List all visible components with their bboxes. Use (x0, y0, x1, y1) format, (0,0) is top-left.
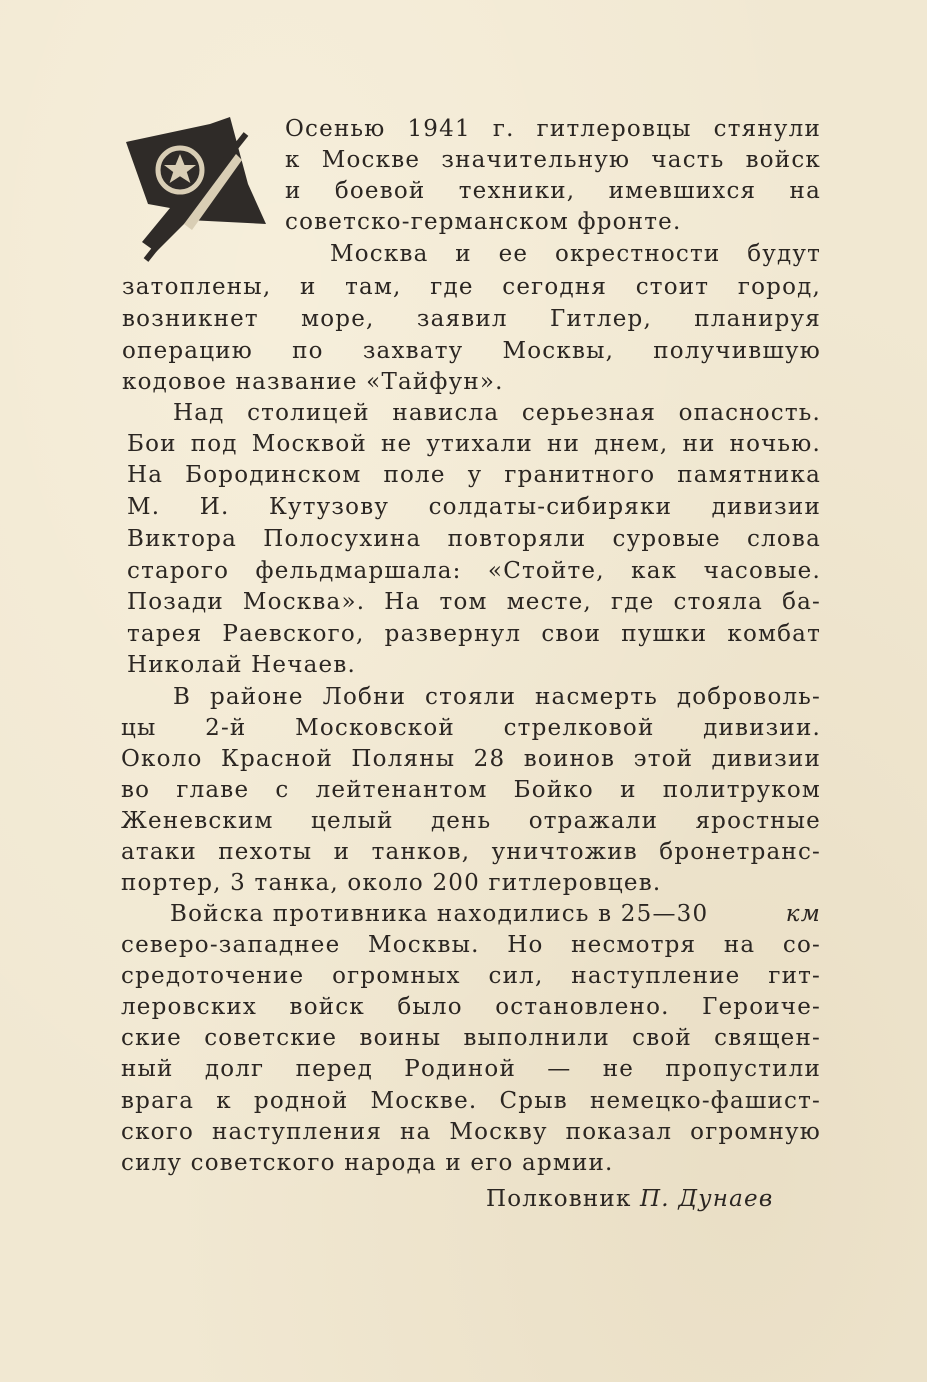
text-line: Женевским целый день отражали яростные (121, 808, 821, 834)
text-line: врага к родной Москве. Срыв немецко-фашист- (121, 1088, 821, 1114)
text-line: к Москве значительную часть войск (285, 147, 821, 173)
text-line: Над столицей нависла серьезная опасность. (173, 400, 821, 426)
text-line: Москва и ее окрестности будут (330, 241, 821, 267)
text-line: Осенью 1941 г. гитлеровцы стянули (285, 116, 821, 142)
text-line: возникнет море, заявил Гитлер, планируя (122, 306, 821, 332)
text-line: тарея Раевского, развернул свои пушки комбат (127, 621, 821, 647)
text-line: во главе с лейтенантом Бойко и политруком (121, 777, 821, 803)
text-line: портер, 3 танка, около 200 гитлеровцев. (121, 870, 662, 896)
text-line: силу советского народа и его армии. (121, 1150, 614, 1176)
text-line-km (170, 903, 821, 926)
text-line: операцию по захвату Москвы, получившую (122, 338, 821, 364)
text-line: ный долг перед Родиной — не пропустили (121, 1056, 821, 1082)
text-line: Войска противника находились в 25—30 (170, 901, 709, 927)
text-line: цы 2-й Московской стрелковой дивизии. (121, 715, 821, 741)
text-line: леровских войск было остановлено. Героиче- (121, 994, 821, 1020)
text-line: и боевой техники, имевшихся на (285, 178, 821, 204)
text-line: северо-западнее Москвы. Но несмотря на со- (121, 932, 821, 958)
text-line: кодовое название «Тайфун». (122, 369, 504, 395)
text-line: Виктора Полосухина повторяли суровые слова (127, 526, 821, 552)
unit-km: км (785, 901, 821, 927)
text-line: ские советские воины выполнили свой священ- (121, 1025, 821, 1051)
flag-star-emblem-icon (118, 112, 268, 262)
signature-rank: Полковник (486, 1186, 632, 1212)
text-line: Бои под Москвой не утихали ни днем, ни ночью. (127, 431, 821, 457)
text-line: затоплены, и там, где сегодня стоит город, (122, 274, 821, 300)
text-line: ского наступления на Москву показал огромную (121, 1119, 821, 1145)
text-line: советско-германском фронте. (285, 209, 682, 235)
text-line: средоточение огромных сил, наступление гит- (121, 963, 821, 989)
text-line: Позади Москва». На том месте, где стояла ба- (127, 589, 821, 615)
text-line: На Бородинском поле у гранитного памятника (127, 462, 821, 488)
text-line: Около Красной Поляны 28 воинов этой дивизии (121, 746, 821, 772)
signature-name: П. Дунаев (640, 1186, 774, 1212)
text-line: атаки пехоты и танков, уничтожив бронетранс- (121, 839, 821, 865)
signature (486, 1188, 812, 1211)
text-line: Николай Нечаев. (127, 652, 357, 678)
text-line: старого фельдмаршала: «Стойте, как часовые. (127, 558, 821, 584)
text-line: В районе Лобни стояли насмерть доброволь- (173, 684, 821, 710)
text-line: М. И. Кутузову солдаты-сибиряки дивизии (127, 494, 821, 520)
